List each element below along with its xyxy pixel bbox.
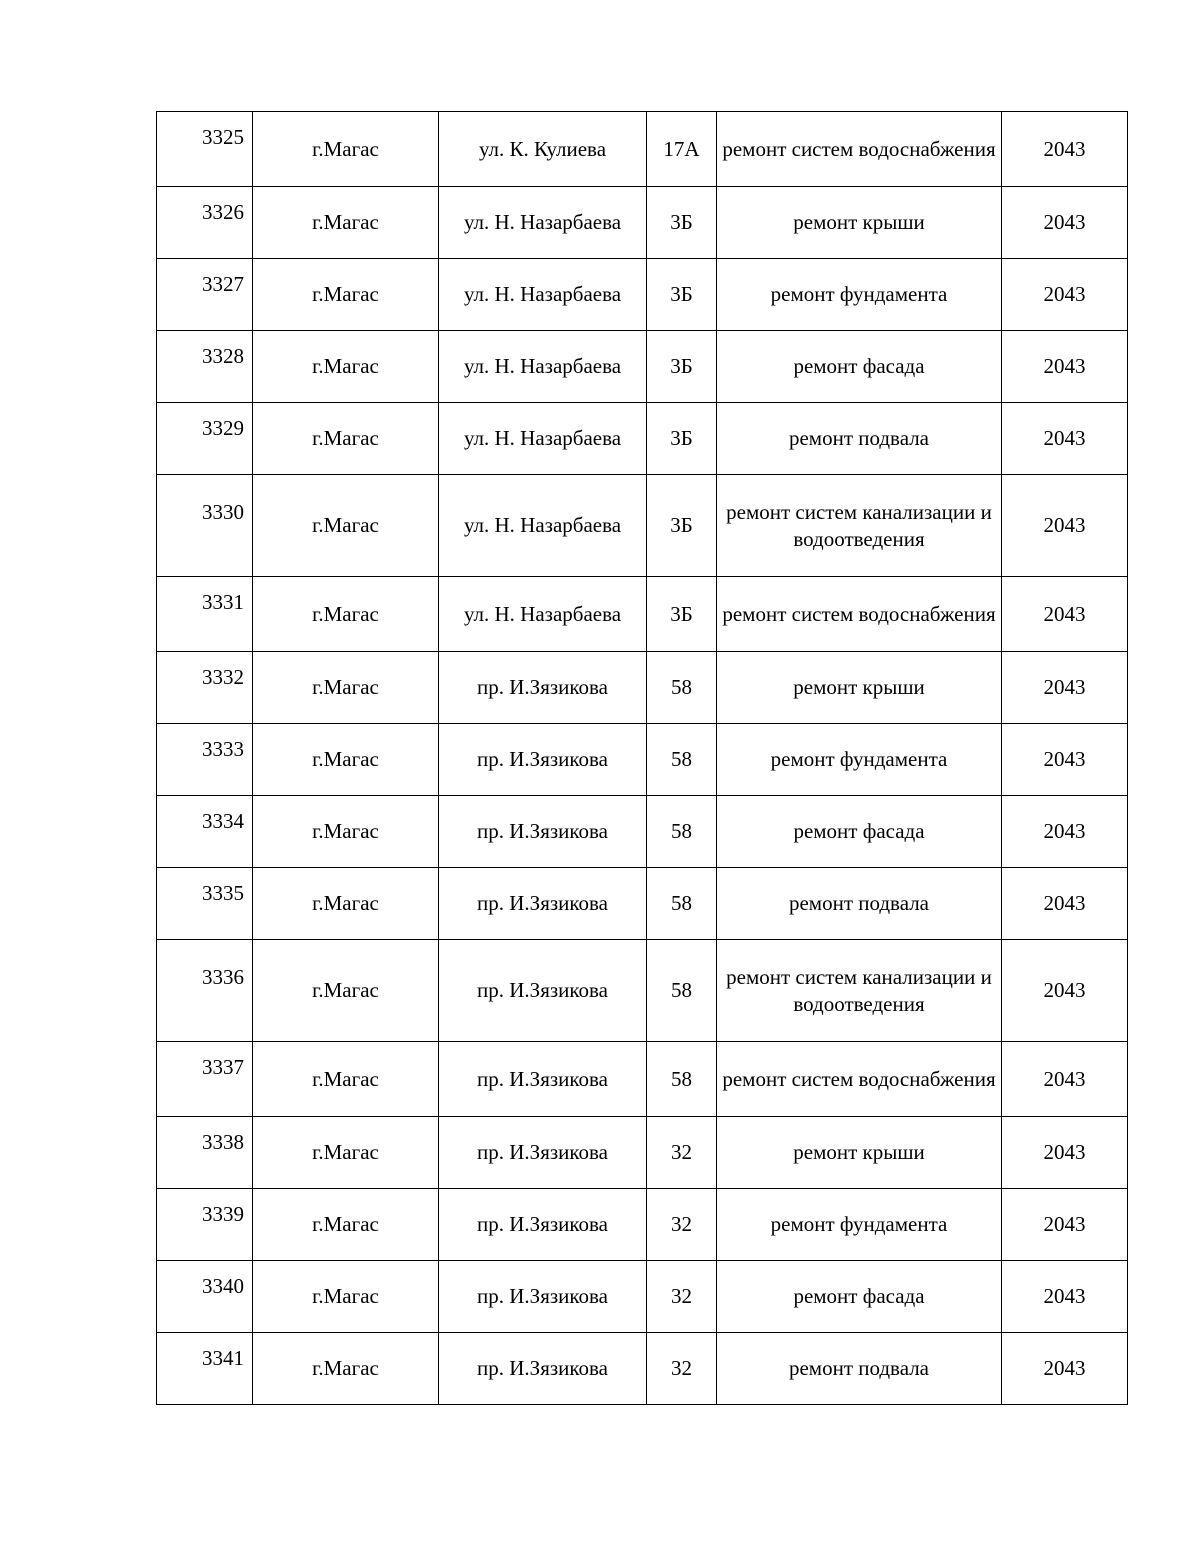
house-cell: 3Б xyxy=(647,331,717,403)
table-row xyxy=(157,1042,1128,1117)
street-cell: пр. И.Зязикова xyxy=(439,796,647,868)
house-cell: 32 xyxy=(647,1189,717,1261)
city-cell: г.Магас xyxy=(253,652,439,724)
year-cell: 2043 xyxy=(1002,1042,1128,1117)
street-cell: пр. И.Зязикова xyxy=(439,1042,647,1117)
year-cell: 2043 xyxy=(1002,1333,1128,1405)
row-number: 3333 xyxy=(157,724,253,796)
year-cell: 2043 xyxy=(1002,652,1128,724)
table-row xyxy=(157,652,1128,724)
row-number: 3338 xyxy=(157,1117,253,1189)
city-cell: г.Магас xyxy=(253,1042,439,1117)
work-type-cell: ремонт фундамента xyxy=(717,259,1002,331)
year-cell: 2043 xyxy=(1002,1189,1128,1261)
table-row xyxy=(157,868,1128,940)
table-row xyxy=(157,940,1128,1042)
table-row xyxy=(157,403,1128,475)
city-cell: г.Магас xyxy=(253,868,439,940)
year-cell: 2043 xyxy=(1002,259,1128,331)
year-cell: 2043 xyxy=(1002,1117,1128,1189)
table-row xyxy=(157,259,1128,331)
house-cell: 3Б xyxy=(647,475,717,577)
city-cell: г.Магас xyxy=(253,577,439,652)
row-number: 3328 xyxy=(157,331,253,403)
street-cell: пр. И.Зязикова xyxy=(439,868,647,940)
city-cell: г.Магас xyxy=(253,724,439,796)
work-type-cell: ремонт крыши xyxy=(717,187,1002,259)
year-cell: 2043 xyxy=(1002,475,1128,577)
house-cell: 17А xyxy=(647,112,717,187)
year-cell: 2043 xyxy=(1002,403,1128,475)
repair-schedule-table xyxy=(156,111,1128,1405)
city-cell: г.Магас xyxy=(253,187,439,259)
street-cell: ул. Н. Назарбаева xyxy=(439,403,647,475)
row-number: 3339 xyxy=(157,1189,253,1261)
house-cell: 58 xyxy=(647,940,717,1042)
house-cell: 58 xyxy=(647,796,717,868)
work-type-cell: ремонт систем водоснабжения xyxy=(717,112,1002,187)
work-type-cell: ремонт подвала xyxy=(717,868,1002,940)
street-cell: ул. Н. Назарбаева xyxy=(439,187,647,259)
street-cell: пр. И.Зязикова xyxy=(439,1333,647,1405)
row-number: 3334 xyxy=(157,796,253,868)
row-number: 3335 xyxy=(157,868,253,940)
year-cell: 2043 xyxy=(1002,796,1128,868)
street-cell: пр. И.Зязикова xyxy=(439,724,647,796)
year-cell: 2043 xyxy=(1002,940,1128,1042)
work-type-cell: ремонт систем канализации и водоотведения xyxy=(717,475,1002,577)
house-cell: 32 xyxy=(647,1333,717,1405)
street-cell: ул. Н. Назарбаева xyxy=(439,331,647,403)
street-cell: ул. Н. Назарбаева xyxy=(439,475,647,577)
house-cell: 32 xyxy=(647,1117,717,1189)
street-cell: пр. И.Зязикова xyxy=(439,1189,647,1261)
table-row xyxy=(157,796,1128,868)
table-row xyxy=(157,112,1128,187)
work-type-cell: ремонт фундамента xyxy=(717,724,1002,796)
row-number: 3329 xyxy=(157,403,253,475)
work-type-cell: ремонт фасада xyxy=(717,1261,1002,1333)
work-type-cell: ремонт систем водоснабжения xyxy=(717,1042,1002,1117)
year-cell: 2043 xyxy=(1002,187,1128,259)
year-cell: 2043 xyxy=(1002,331,1128,403)
work-type-cell: ремонт подвала xyxy=(717,403,1002,475)
row-number: 3336 xyxy=(157,940,253,1042)
table-row xyxy=(157,1189,1128,1261)
year-cell: 2043 xyxy=(1002,868,1128,940)
row-number: 3340 xyxy=(157,1261,253,1333)
work-type-cell: ремонт систем канализации и водоотведения xyxy=(717,940,1002,1042)
work-type-cell: ремонт подвала xyxy=(717,1333,1002,1405)
row-number: 3326 xyxy=(157,187,253,259)
row-number: 3332 xyxy=(157,652,253,724)
city-cell: г.Магас xyxy=(253,796,439,868)
row-number: 3327 xyxy=(157,259,253,331)
house-cell: 3Б xyxy=(647,403,717,475)
work-type-cell: ремонт фундамента xyxy=(717,1189,1002,1261)
row-number: 3325 xyxy=(157,112,253,187)
city-cell: г.Магас xyxy=(253,403,439,475)
table-row xyxy=(157,331,1128,403)
city-cell: г.Магас xyxy=(253,259,439,331)
house-cell: 32 xyxy=(647,1261,717,1333)
street-cell: пр. И.Зязикова xyxy=(439,652,647,724)
row-number: 3337 xyxy=(157,1042,253,1117)
table-row xyxy=(157,1333,1128,1405)
table-row xyxy=(157,577,1128,652)
city-cell: г.Магас xyxy=(253,940,439,1042)
city-cell: г.Магас xyxy=(253,1261,439,1333)
year-cell: 2043 xyxy=(1002,577,1128,652)
table-row xyxy=(157,1117,1128,1189)
table-row xyxy=(157,724,1128,796)
table-row xyxy=(157,187,1128,259)
house-cell: 58 xyxy=(647,1042,717,1117)
house-cell: 58 xyxy=(647,868,717,940)
city-cell: г.Магас xyxy=(253,112,439,187)
year-cell: 2043 xyxy=(1002,724,1128,796)
work-type-cell: ремонт систем водоснабжения xyxy=(717,577,1002,652)
work-type-cell: ремонт крыши xyxy=(717,652,1002,724)
city-cell: г.Магас xyxy=(253,1189,439,1261)
row-number: 3331 xyxy=(157,577,253,652)
row-number: 3341 xyxy=(157,1333,253,1405)
street-cell: пр. И.Зязикова xyxy=(439,1261,647,1333)
year-cell: 2043 xyxy=(1002,112,1128,187)
row-number: 3330 xyxy=(157,475,253,577)
year-cell: 2043 xyxy=(1002,1261,1128,1333)
street-cell: пр. И.Зязикова xyxy=(439,940,647,1042)
house-cell: 3Б xyxy=(647,577,717,652)
work-type-cell: ремонт фасада xyxy=(717,331,1002,403)
house-cell: 58 xyxy=(647,724,717,796)
street-cell: ул. К. Кулиева xyxy=(439,112,647,187)
table-row xyxy=(157,1261,1128,1333)
city-cell: г.Магас xyxy=(253,1117,439,1189)
city-cell: г.Магас xyxy=(253,331,439,403)
work-type-cell: ремонт фасада xyxy=(717,796,1002,868)
city-cell: г.Магас xyxy=(253,1333,439,1405)
house-cell: 3Б xyxy=(647,259,717,331)
street-cell: ул. Н. Назарбаева xyxy=(439,577,647,652)
work-type-cell: ремонт крыши xyxy=(717,1117,1002,1189)
street-cell: пр. И.Зязикова xyxy=(439,1117,647,1189)
table-row xyxy=(157,475,1128,577)
house-cell: 3Б xyxy=(647,187,717,259)
house-cell: 58 xyxy=(647,652,717,724)
street-cell: ул. Н. Назарбаева xyxy=(439,259,647,331)
city-cell: г.Магас xyxy=(253,475,439,577)
